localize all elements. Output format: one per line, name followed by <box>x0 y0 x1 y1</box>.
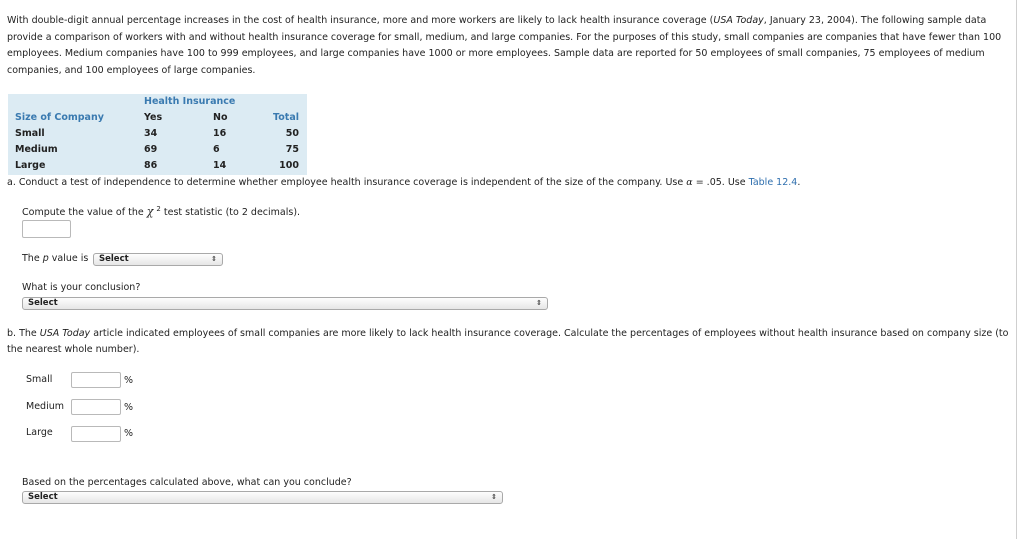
part-b-source: USA Today <box>39 328 91 339</box>
percent-input-large[interactable] <box>71 426 121 442</box>
table-cell-no: 14 <box>213 160 227 171</box>
table-cell-total: 75 <box>285 144 299 155</box>
select-arrows-icon: ⇕ <box>536 299 542 307</box>
table-cell-total: 100 <box>279 160 299 171</box>
table-col-yes: Yes <box>144 112 163 123</box>
chi-symbol: χ <box>146 205 154 219</box>
part-a-text: a. Conduct a test of independence to determine whether employee health insurance coverage is independent of the size of the company. Use <box>7 177 687 188</box>
percent-unit: % <box>124 428 134 439</box>
percent-label-medium: Medium <box>26 401 64 412</box>
intro-text-1: With double-digit annual percentage increases in the cost of health insurance, more and more workers are likely to lack health insurance coverage ( <box>7 15 714 26</box>
based-on-select-text: Select <box>28 492 58 502</box>
p-suffix: value is <box>48 253 89 264</box>
part-b-question <box>7 326 1012 358</box>
chi-square-prompt <box>22 205 300 218</box>
table-cell-no: 16 <box>213 128 227 139</box>
based-on-select[interactable] <box>22 491 503 504</box>
percent-label-large: Large <box>26 427 53 438</box>
percent-input-small[interactable] <box>71 372 121 388</box>
chi-square-input[interactable] <box>22 220 71 238</box>
p-italic: p <box>42 253 49 264</box>
chi-prefix: Compute the value of the <box>22 207 147 219</box>
table-cell-yes: 69 <box>144 144 158 155</box>
select-arrows-icon: ⇕ <box>211 255 217 263</box>
intro-text-2: , January 23, 2004). The following sample data provide a comparison of workers with and without health insurance coverage for small, medium, and large companies. For the purposes of this study, small companies are companies that have fewer than 100 employees. Medium companies have 100 to 999 employees, and large companies have 1000 or more employees. Sample data are reported for 50 employees of small companies, 75 employees of medium companies, and 100 employees of large companies. <box>7 15 1002 76</box>
percent-input-medium[interactable] <box>71 399 121 415</box>
table-cell-yes: 34 <box>144 128 158 139</box>
table-cell-size: Medium <box>15 144 58 155</box>
based-on-label: Based on the percentages calculated above, what can you conclude? <box>22 477 352 488</box>
data-table <box>8 94 307 175</box>
p-value-select[interactable] <box>93 253 223 266</box>
part-a-question <box>7 177 800 188</box>
page-border <box>1016 0 1017 539</box>
table-cell-no: 6 <box>213 144 220 155</box>
alpha-symbol: α <box>686 177 693 188</box>
chi-suffix: test statistic (to 2 decimals). <box>160 207 301 219</box>
table-cell-total: 50 <box>285 128 299 139</box>
table-cell-size: Large <box>15 160 46 171</box>
percent-unit: % <box>124 402 134 413</box>
table-cell-yes: 86 <box>144 160 158 171</box>
table-col-size: Size of Company <box>15 112 104 123</box>
p-prefix: The <box>22 253 43 264</box>
problem-intro <box>7 13 1012 79</box>
conclusion-select[interactable] <box>22 297 548 310</box>
percent-label-small: Small <box>26 374 53 385</box>
p-value-select-text: Select <box>99 254 129 264</box>
part-a-period: . <box>797 177 801 188</box>
part-a-text-2: = .05. Use <box>692 177 749 188</box>
table-link[interactable]: Table 12.4 <box>748 177 798 188</box>
p-value-label <box>22 253 88 264</box>
conclusion-select-text: Select <box>28 298 58 308</box>
intro-source: USA Today <box>713 15 764 26</box>
table-cell-size: Small <box>15 128 45 139</box>
select-arrows-icon: ⇕ <box>491 493 497 501</box>
chi-superscript: 2 <box>156 205 161 213</box>
percent-unit: % <box>124 375 134 386</box>
part-b-text-1: b. The <box>7 328 40 339</box>
conclusion-label: What is your conclusion? <box>22 282 141 293</box>
part-b-text-2: article indicated employees of small companies are more likely to lack health insurance coverage. Calculate the percentages of employees without health insurance based on company size (to the nearest whole number). <box>7 328 1009 355</box>
table-col-no: No <box>213 112 228 123</box>
table-group-header: Health Insurance <box>144 96 236 107</box>
table-col-total: Total <box>273 112 299 123</box>
